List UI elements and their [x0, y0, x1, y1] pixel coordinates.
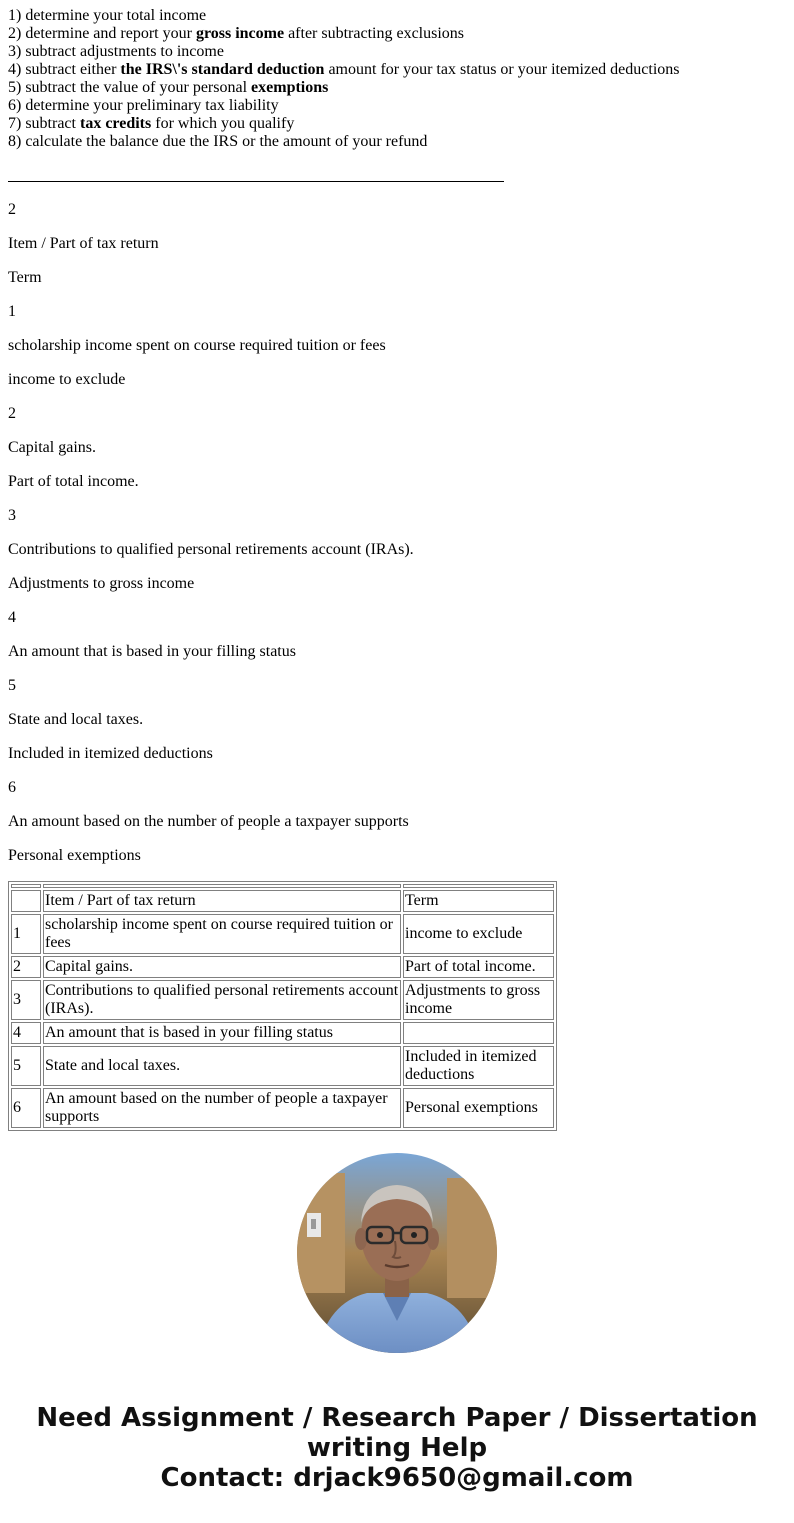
step-2: 2) determine and report your gross income after subtracting exclusions — [8, 25, 465, 42]
row-term-cell: income to exclude — [403, 914, 554, 954]
step-4: 4) subtract either the IRS\'s standard deduction amount for your tax status or your itemized deductions — [8, 61, 680, 78]
para-4: 1 — [8, 303, 16, 320]
row-num-cell: 3 — [11, 980, 41, 1020]
para-2: Item / Part of tax return — [8, 235, 159, 252]
table-spacer-row — [11, 884, 554, 888]
table-row — [11, 980, 554, 1020]
row-term-cell: Adjustments to gross income — [403, 980, 554, 1020]
footer-line-2: writing Help — [306, 1433, 488, 1463]
table-row — [11, 1022, 554, 1044]
para-9: Part of total income. — [8, 473, 139, 490]
row-item-cell: An amount that is based in your filling status — [43, 1022, 401, 1044]
para-11: Contributions to qualified personal retirements account (IRAs). — [8, 541, 414, 558]
para-20: Personal exemptions — [8, 847, 141, 864]
row-num-cell: 4 — [11, 1022, 41, 1044]
para-13: 4 — [8, 609, 16, 626]
para-19: An amount based on the number of people a taxpayer supports — [8, 813, 409, 830]
para-15: 5 — [8, 677, 16, 694]
footer-banner — [0, 1403, 794, 1493]
step-5: 5) subtract the value of your personal exemptions — [8, 79, 329, 96]
steps-list — [8, 7, 788, 151]
horizontal-divider — [8, 181, 504, 182]
para-18: 6 — [8, 779, 16, 796]
row-item-cell: State and local taxes. — [43, 1046, 401, 1086]
row-num-cell: 5 — [11, 1046, 41, 1086]
step-6: 6) determine your preliminary tax liability — [8, 97, 279, 114]
row-item-cell: Contributions to qualified personal retirements account (IRAs). — [43, 980, 401, 1020]
para-5: scholarship income spent on course required tuition or fees — [8, 337, 386, 354]
para-12: Adjustments to gross income — [8, 575, 195, 592]
row-term-cell: Part of total income. — [403, 956, 554, 978]
footer-line-1: Need Assignment / Research Paper / Dissertation — [36, 1403, 758, 1433]
row-item-cell: scholarship income spent on course required tuition or fees — [43, 914, 401, 954]
step-1: 1) determine your total income — [8, 7, 207, 24]
footer-contact: Contact: drjack9650@gmail.com — [160, 1463, 634, 1493]
row-num-cell: 1 — [11, 914, 41, 954]
row-term-cell: Personal exemptions — [403, 1088, 554, 1128]
row-num-cell: 2 — [11, 956, 41, 978]
step-8: 8) calculate the balance due the IRS or the amount of your refund — [8, 133, 428, 150]
para-14: An amount that is based in your filling status — [8, 643, 296, 660]
step-3: 3) subtract adjustments to income — [8, 43, 224, 60]
tax-terms-table — [8, 881, 557, 1131]
para-6: income to exclude — [8, 371, 126, 388]
avatar — [297, 1153, 497, 1353]
para-7: 2 — [8, 405, 16, 422]
row-item-cell: An amount based on the number of people a taxpayer supports — [43, 1088, 401, 1128]
table-row — [11, 1088, 554, 1128]
row-num-cell: 6 — [11, 1088, 41, 1128]
step-7: 7) subtract tax credits for which you qualify — [8, 115, 295, 132]
para-3: Term — [8, 269, 42, 286]
para-1: 2 — [8, 201, 16, 218]
para-17: Included in itemized deductions — [8, 745, 213, 762]
table-row — [11, 1046, 554, 1086]
para-8: Capital gains. — [8, 439, 96, 456]
row-term-cell: Included in itemized deductions — [403, 1046, 554, 1086]
para-16: State and local taxes. — [8, 711, 144, 728]
header-term-cell: Term — [403, 890, 554, 912]
row-item-cell: Capital gains. — [43, 956, 401, 978]
table-row — [11, 956, 554, 978]
table-header-row — [11, 890, 554, 912]
header-num-cell — [11, 890, 41, 912]
para-10: 3 — [8, 507, 16, 524]
portrait-illustration — [297, 1153, 497, 1353]
header-item-cell: Item / Part of tax return — [43, 890, 401, 912]
table-row — [11, 914, 554, 954]
row-term-cell — [403, 1022, 554, 1044]
